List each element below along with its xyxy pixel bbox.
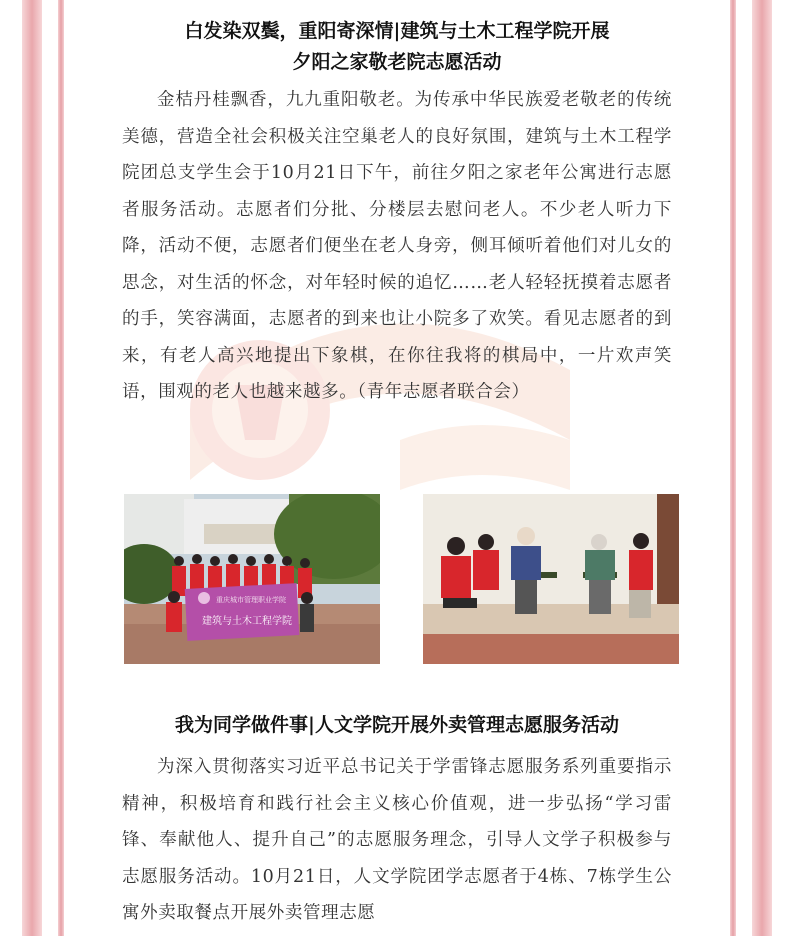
banner-main-text: 建筑与土木工程学院 bbox=[202, 616, 292, 627]
group-photo-image bbox=[124, 494, 380, 664]
article-1-title-line1: 白发染双鬓，重阳寄深情|建筑与土木工程学院开展 bbox=[184, 20, 610, 42]
article-1-title-line2: 夕阳之家敬老院志愿活动 bbox=[292, 51, 502, 73]
banner-top-text: 重庆城市管理职业学院 bbox=[216, 596, 286, 604]
article-2 bbox=[100, 710, 694, 932]
right-border-outer bbox=[752, 0, 772, 936]
article-2-title: 我为同学做件事|人文学院开展外卖管理志愿服务活动 bbox=[175, 714, 619, 736]
left-border-inner bbox=[58, 0, 64, 936]
article-1 bbox=[100, 0, 694, 411]
elderly-visit-photo bbox=[423, 494, 679, 664]
left-border-outer bbox=[22, 0, 42, 936]
group-photo bbox=[124, 494, 380, 664]
right-border-inner bbox=[730, 0, 736, 936]
article-2-body: 为深入贯彻落实习近平总书记关于学雷锋志愿服务系列重要指示精神，积极培育和践行社会主义核心价值观，进一步弘扬“学习雷锋、奉献他人、提升自己”的志愿服务理念，引导人文学子积极参与志愿服务活动。10月21日，人文学院团学志愿者于4栋、7栋学生公寓外卖取餐点开展外卖管理志愿 bbox=[122, 757, 672, 923]
elderly-visit-photo-image bbox=[423, 494, 679, 664]
article-1-body: 金桔丹桂飘香，九九重阳敬老。为传承中华民族爱老敬老的传统美德，营造全社会积极关注空巢老人的良好氛围，建筑与土木工程学院团总支学生会于10月21日下午，前往夕阳之家老年公寓进行志愿者服务活动。志愿者们分批、分楼层去慰问老人。不少老人听力下降，活动不便，志愿者们便坐在老人身旁，侧耳倾听着他们对儿女的思念，对生活的怀念，对年轻时候的追忆……老人轻轻抚摸着志愿者的手，笑容满面，志愿者的到来也让小院多了欢笑。看见志愿者的到来，有老人高兴地提出下象棋，在你往我将的棋局中，一片欢声笑语，围观的老人也越来越多。（青年志愿者联合会） bbox=[122, 90, 672, 402]
